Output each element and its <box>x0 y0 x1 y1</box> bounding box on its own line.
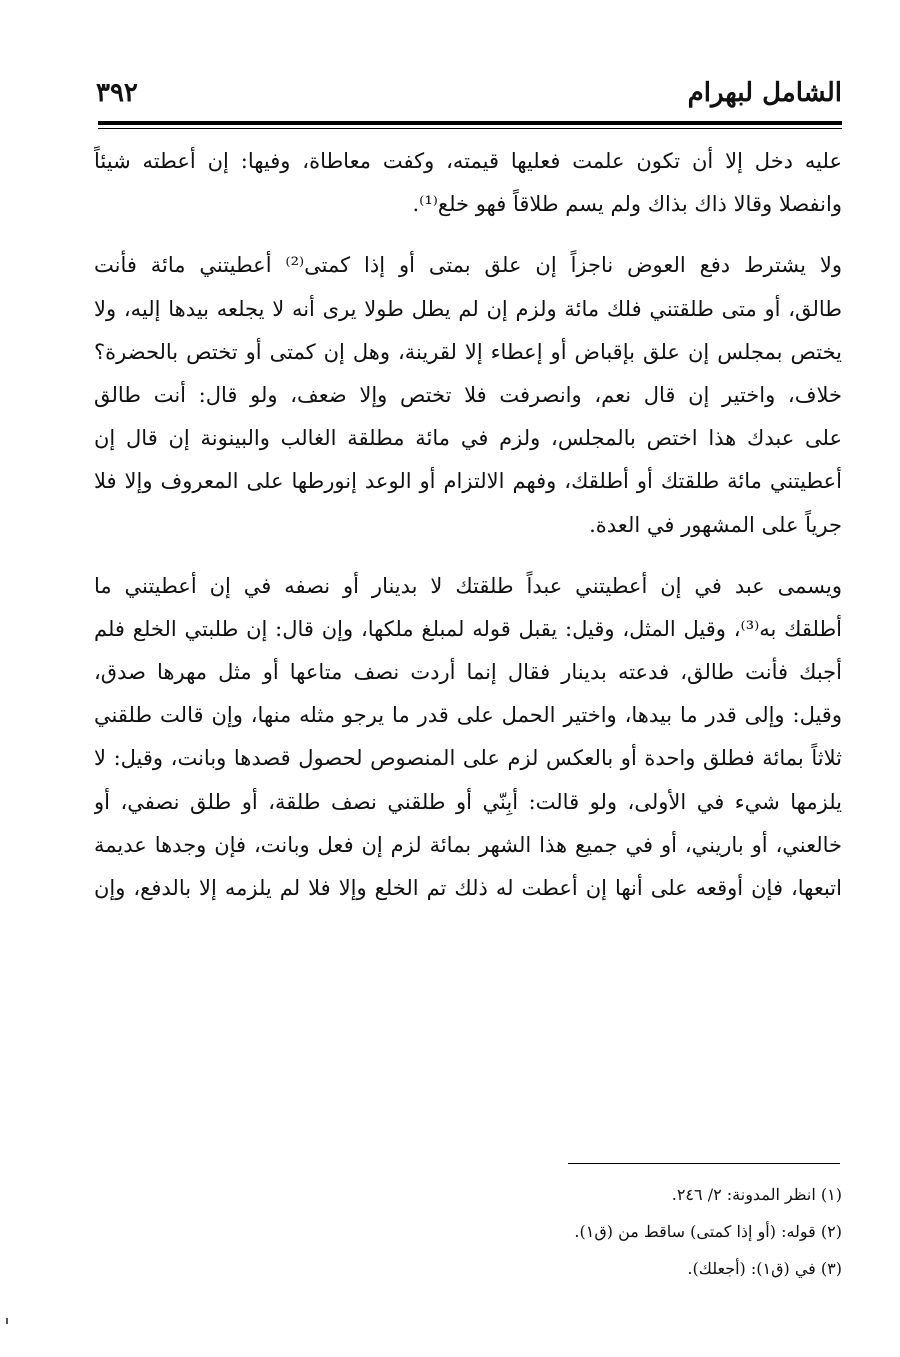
text-line: خالعني، أو باريني، أو في جميع هذا الشهر بمائة لزم إن فعل وبانت، فإن وجدها عديمة <box>94 832 842 857</box>
text-line: جرياً على المشهور في العدة. <box>589 512 842 537</box>
footnote-separator <box>568 1163 840 1164</box>
footnote-3: (٣) في (ق١): (أجعلك). <box>687 1259 842 1278</box>
paragraph-2 <box>94 244 842 546</box>
text-line: ويسمى عبد في إن أعطيتني عبداً طلقتك لا بدينار أو نصفه في إن أعطيتني ما <box>94 573 842 598</box>
text-line: ولا يشترط دفع العوض ناجزاً إن علق بمتى أو إذا كمتى⁽²⁾ أعطيتني مائة فأنت <box>94 253 842 278</box>
text-line: ثلاثاً بمائة فطلق واحدة أو بالعكس لزم على المنصوص لحصول قصدها وبانت، وقيل: لا <box>94 746 842 771</box>
page-number: ٣٩٢ <box>96 78 138 108</box>
text-line: اتبعها، فإن أوقعه على أنها إن أعطت له ذلك تم الخلع وإلا فلا لم يلزمه إلا بالدفع، وإن <box>94 876 842 900</box>
text-line: يلزمها شيء في الأولى، ولو قالت: أبِنّي أو طلقني نصف طلقة، أو طلق نصفي، أو <box>94 789 842 814</box>
text-line: أعطيتني مائة طلقتك أو أطلقك، وفهم الالتزام أو الوعد إنورطها على المعروف وإلا فلا <box>94 469 842 494</box>
book-title: الشامل لبهرام <box>687 78 842 108</box>
text-line: وانفصلا وقالا ذاك بذاك ولم يسم طلاقاً فهو خلع⁽¹⁾. <box>412 192 842 217</box>
running-header <box>96 72 842 116</box>
text-line: أطلقك به⁽³⁾، وقيل المثل، وقيل: يقبل قوله لمبلغ ملكها، وإن قال: إن طلبتي الخلع فلم <box>94 616 842 641</box>
footnotes <box>442 1176 842 1287</box>
paragraph-1 <box>94 140 842 226</box>
main-text <box>94 140 842 910</box>
footnote-2: (٢) قوله: (أو إذا كمتى) ساقط من (ق١). <box>574 1222 842 1241</box>
text-line: أجبك فأنت طالق، فدعته بدينار فقال إنما أردت نصف متاعها أو مثل مهرها صدق، <box>94 660 842 685</box>
text-line: خلاف، واختير إن قال نعم، وانصرفت فلا تختص وإلا ضعف، ولو قال: أنت طالق <box>94 382 842 407</box>
header-rule-thin <box>98 128 842 129</box>
header-rule-thick <box>98 121 842 125</box>
text-line: يختص بمجلس إن علق بإقباض أو إعطاء إلا لقرينة، وهل إن كمتى أو تختص بالحضرة؟ <box>94 339 842 364</box>
paragraph-3 <box>94 565 842 911</box>
text-line: عليه دخل إلا أن تكون علمت فعليها قيمته، وكفت معاطاة، وفيها: إن أعطته شيئاً <box>94 149 842 173</box>
scan-mark <box>6 1318 8 1324</box>
text-line: طالق، أو متى طلقتني فلك مائة ولزم إن لم يطل طولا يرى أنه لا يجلعه بيدها إليه، ولا <box>94 296 842 321</box>
text-line: على عبدك هذا اختص بالمجلس، ولزم في مائة مطلقة الغالب والبينونة إن قال إن <box>94 426 842 451</box>
footnote-1: (١) انظر المدونة: ٢/ ٢٤٦. <box>671 1185 842 1204</box>
text-line: وقيل: وإلى قدر ما بيدها، واختير الحمل على قدر ما يرجو مثله منها، وإن قالت طلقني <box>94 703 842 728</box>
